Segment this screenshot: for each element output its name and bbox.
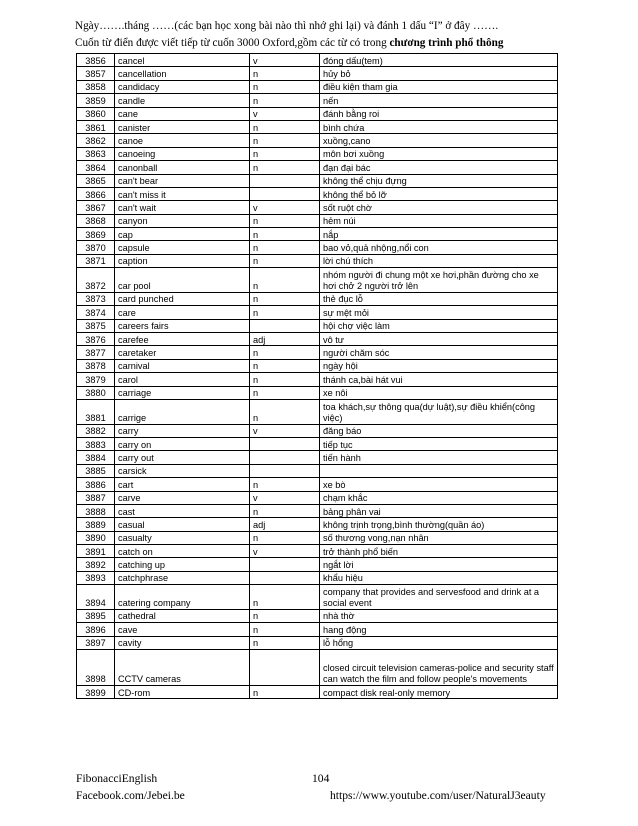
footer-facebook-link[interactable]: Facebook.com/Jebei.be xyxy=(76,789,185,802)
meaning-cell: toa khách,sự thông qua(dự luật),sự điều khiển(công việc) xyxy=(320,399,558,424)
table-row xyxy=(77,359,558,372)
table-row xyxy=(77,686,558,699)
word-cell: canoeing xyxy=(115,147,250,160)
word-cell: CD-rom xyxy=(115,686,250,699)
part-of-speech-cell: n xyxy=(250,67,320,80)
part-of-speech-cell: v xyxy=(250,491,320,504)
meaning-cell: hẻm núi xyxy=(320,214,558,227)
meaning-cell: tiến hành xyxy=(320,451,558,464)
meaning-cell: nến xyxy=(320,94,558,107)
meaning-cell: điều kiện tham gia xyxy=(320,80,558,93)
word-cell: canoe xyxy=(115,134,250,147)
table-row xyxy=(77,67,558,80)
meaning-cell: xe nôi xyxy=(320,386,558,399)
part-of-speech-cell: adj xyxy=(250,333,320,346)
meaning-cell: company that provides and servesfood and drink at a social event xyxy=(320,585,558,610)
meaning-cell: thánh ca,bài hát vui xyxy=(320,373,558,386)
row-number-cell: 3859 xyxy=(77,94,115,107)
row-number-cell: 3872 xyxy=(77,268,115,293)
word-cell: can't miss it xyxy=(115,187,250,200)
meaning-cell: nhà thờ xyxy=(320,609,558,622)
table-row xyxy=(77,478,558,491)
row-number-cell: 3890 xyxy=(77,531,115,544)
word-cell: casualty xyxy=(115,531,250,544)
word-cell: caption xyxy=(115,254,250,267)
meaning-cell: lời chú thích xyxy=(320,254,558,267)
meaning-cell: chạm khắc xyxy=(320,491,558,504)
word-cell: care xyxy=(115,306,250,319)
part-of-speech-cell: v xyxy=(250,424,320,437)
table-row xyxy=(77,268,558,293)
meaning-cell: trở thành phổ biến xyxy=(320,545,558,558)
table-row xyxy=(77,134,558,147)
word-cell: carry out xyxy=(115,451,250,464)
table-row xyxy=(77,623,558,636)
part-of-speech-cell xyxy=(250,558,320,571)
table-row xyxy=(77,373,558,386)
part-of-speech-cell: n xyxy=(250,609,320,622)
meaning-cell: vô tư xyxy=(320,333,558,346)
vocabulary-table xyxy=(76,53,558,699)
meaning-cell: bảng phân vai xyxy=(320,504,558,517)
part-of-speech-cell xyxy=(250,451,320,464)
part-of-speech-cell xyxy=(250,464,320,477)
word-cell: caretaker xyxy=(115,346,250,359)
part-of-speech-cell: n xyxy=(250,636,320,649)
table-row xyxy=(77,161,558,174)
row-number-cell: 3876 xyxy=(77,333,115,346)
meaning-cell: lỗ hổng xyxy=(320,636,558,649)
part-of-speech-cell: n xyxy=(250,241,320,254)
part-of-speech-cell: n xyxy=(250,147,320,160)
table-row xyxy=(77,531,558,544)
word-cell: catching up xyxy=(115,558,250,571)
meaning-cell: đánh bằng roi xyxy=(320,107,558,120)
meaning-cell xyxy=(320,464,558,477)
row-number-cell: 3889 xyxy=(77,518,115,531)
part-of-speech-cell: n xyxy=(250,478,320,491)
part-of-speech-cell: n xyxy=(250,292,320,305)
part-of-speech-cell: n xyxy=(250,386,320,399)
meaning-cell: môn bơi xuồng xyxy=(320,147,558,160)
table-row xyxy=(77,147,558,160)
word-cell: carriage xyxy=(115,386,250,399)
row-number-cell: 3867 xyxy=(77,201,115,214)
meaning-cell: sự mệt mỏi xyxy=(320,306,558,319)
table-row xyxy=(77,306,558,319)
part-of-speech-cell: n xyxy=(250,254,320,267)
table-row xyxy=(77,174,558,187)
row-number-cell: 3881 xyxy=(77,399,115,424)
part-of-speech-cell: n xyxy=(250,531,320,544)
word-cell: candidacy xyxy=(115,80,250,93)
part-of-speech-cell: n xyxy=(250,214,320,227)
part-of-speech-cell: n xyxy=(250,399,320,424)
table-row xyxy=(77,120,558,133)
meaning-cell: đăng báo xyxy=(320,424,558,437)
word-cell: cancel xyxy=(115,54,250,67)
meaning-cell: không thể bỏ lỡ xyxy=(320,187,558,200)
table-row xyxy=(77,464,558,477)
meaning-cell: xuồng,cano xyxy=(320,134,558,147)
word-cell: carry on xyxy=(115,437,250,450)
row-number-cell: 3865 xyxy=(77,174,115,187)
table-row xyxy=(77,571,558,584)
word-cell: card punched xyxy=(115,292,250,305)
meaning-cell: khẩu hiệu xyxy=(320,571,558,584)
row-number-cell: 3894 xyxy=(77,585,115,610)
part-of-speech-cell: v xyxy=(250,107,320,120)
table-row xyxy=(77,399,558,424)
part-of-speech-cell xyxy=(250,319,320,332)
word-cell: carol xyxy=(115,373,250,386)
row-number-cell: 3862 xyxy=(77,134,115,147)
row-number-cell: 3877 xyxy=(77,346,115,359)
word-cell: catch on xyxy=(115,545,250,558)
word-cell: cane xyxy=(115,107,250,120)
row-number-cell: 3870 xyxy=(77,241,115,254)
part-of-speech-cell: v xyxy=(250,201,320,214)
part-of-speech-cell xyxy=(250,650,320,686)
word-cell: carrige xyxy=(115,399,250,424)
table-row xyxy=(77,558,558,571)
row-number-cell: 3861 xyxy=(77,120,115,133)
row-number-cell: 3866 xyxy=(77,187,115,200)
word-cell: carsick xyxy=(115,464,250,477)
meaning-cell: ngắt lời xyxy=(320,558,558,571)
meaning-cell: xe bò xyxy=(320,478,558,491)
row-number-cell: 3883 xyxy=(77,437,115,450)
part-of-speech-cell: n xyxy=(250,373,320,386)
word-cell: capsule xyxy=(115,241,250,254)
table-row xyxy=(77,386,558,399)
part-of-speech-cell: n xyxy=(250,585,320,610)
word-cell: catering company xyxy=(115,585,250,610)
row-number-cell: 3869 xyxy=(77,228,115,241)
word-cell: cathedral xyxy=(115,609,250,622)
row-number-cell: 3875 xyxy=(77,319,115,332)
row-number-cell: 3899 xyxy=(77,686,115,699)
row-number-cell: 3863 xyxy=(77,147,115,160)
row-number-cell: 3858 xyxy=(77,80,115,93)
part-of-speech-cell xyxy=(250,187,320,200)
word-cell: canyon xyxy=(115,214,250,227)
part-of-speech-cell xyxy=(250,437,320,450)
word-cell: carnival xyxy=(115,359,250,372)
row-number-cell: 3892 xyxy=(77,558,115,571)
table-row xyxy=(77,504,558,517)
part-of-speech-cell xyxy=(250,174,320,187)
row-number-cell: 3886 xyxy=(77,478,115,491)
part-of-speech-cell: v xyxy=(250,54,320,67)
header-description xyxy=(75,37,575,49)
row-number-cell: 3891 xyxy=(77,545,115,558)
page-number: 104 xyxy=(312,772,330,785)
table-row xyxy=(77,292,558,305)
table-row xyxy=(77,636,558,649)
word-cell: canonball xyxy=(115,161,250,174)
row-number-cell: 3896 xyxy=(77,623,115,636)
meaning-cell: thẻ đục lỗ xyxy=(320,292,558,305)
row-number-cell: 3868 xyxy=(77,214,115,227)
table-row xyxy=(77,650,558,686)
table-row xyxy=(77,545,558,558)
table-row xyxy=(77,609,558,622)
meaning-cell: tiếp tục xyxy=(320,437,558,450)
table-row xyxy=(77,214,558,227)
row-number-cell: 3898 xyxy=(77,650,115,686)
row-number-cell: 3893 xyxy=(77,571,115,584)
part-of-speech-cell: n xyxy=(250,623,320,636)
table-row xyxy=(77,94,558,107)
word-cell: can't wait xyxy=(115,201,250,214)
word-cell: cavity xyxy=(115,636,250,649)
meaning-cell: closed circuit television cameras-police and security staff can watch the film and follow people's movements xyxy=(320,650,558,686)
meaning-cell: hủy bỏ xyxy=(320,67,558,80)
word-cell: cave xyxy=(115,623,250,636)
table-row xyxy=(77,187,558,200)
table-row xyxy=(77,437,558,450)
meaning-cell: bình chứa xyxy=(320,120,558,133)
meaning-cell: bao vỏ,quả nhộng,nổi con xyxy=(320,241,558,254)
part-of-speech-cell: n xyxy=(250,120,320,133)
table-row xyxy=(77,424,558,437)
meaning-cell: đóng dấu(tem) xyxy=(320,54,558,67)
header-description-text: Cuốn từ điển được viết tiếp từ cuốn 3000 Oxford,gồm các từ có trong xyxy=(75,37,390,49)
word-cell: candle xyxy=(115,94,250,107)
word-cell: CCTV cameras xyxy=(115,650,250,686)
footer-youtube-link[interactable]: https://www.youtube.com/user/NaturalJ3eauty xyxy=(330,789,546,802)
header-instruction: Ngày…….tháng ……(các bạn học xong bài nào thì nhớ ghi lại) và đánh 1 dấu “I” ở đây ……. xyxy=(75,20,499,32)
row-number-cell: 3860 xyxy=(77,107,115,120)
row-number-cell: 3880 xyxy=(77,386,115,399)
meaning-cell: hội chợ việc làm xyxy=(320,319,558,332)
word-cell: carve xyxy=(115,491,250,504)
part-of-speech-cell: n xyxy=(250,686,320,699)
meaning-cell: hang động xyxy=(320,623,558,636)
vocabulary-table-body xyxy=(77,54,558,699)
table-row xyxy=(77,80,558,93)
part-of-speech-cell: v xyxy=(250,545,320,558)
word-cell: cast xyxy=(115,504,250,517)
row-number-cell: 3857 xyxy=(77,67,115,80)
row-number-cell: 3878 xyxy=(77,359,115,372)
table-row xyxy=(77,228,558,241)
part-of-speech-cell: n xyxy=(250,94,320,107)
part-of-speech-cell xyxy=(250,571,320,584)
part-of-speech-cell: n xyxy=(250,80,320,93)
word-cell: can't bear xyxy=(115,174,250,187)
table-row xyxy=(77,491,558,504)
meaning-cell: nhóm người đi chung một xe hơi,phần đường cho xe hơi chở 2 người trở lên xyxy=(320,268,558,293)
part-of-speech-cell: n xyxy=(250,134,320,147)
table-row xyxy=(77,54,558,67)
row-number-cell: 3864 xyxy=(77,161,115,174)
table-row xyxy=(77,451,558,464)
part-of-speech-cell: n xyxy=(250,346,320,359)
row-number-cell: 3887 xyxy=(77,491,115,504)
table-row xyxy=(77,254,558,267)
part-of-speech-cell: n xyxy=(250,161,320,174)
meaning-cell: compact disk real-only memory xyxy=(320,686,558,699)
word-cell: cancellation xyxy=(115,67,250,80)
part-of-speech-cell: n xyxy=(250,228,320,241)
table-row xyxy=(77,333,558,346)
meaning-cell: đạn đại bác xyxy=(320,161,558,174)
table-row xyxy=(77,319,558,332)
row-number-cell: 3885 xyxy=(77,464,115,477)
row-number-cell: 3879 xyxy=(77,373,115,386)
row-number-cell: 3874 xyxy=(77,306,115,319)
word-cell: car pool xyxy=(115,268,250,293)
row-number-cell: 3897 xyxy=(77,636,115,649)
word-cell: casual xyxy=(115,518,250,531)
word-cell: cap xyxy=(115,228,250,241)
part-of-speech-cell: n xyxy=(250,504,320,517)
row-number-cell: 3882 xyxy=(77,424,115,437)
table-row xyxy=(77,107,558,120)
meaning-cell: người chăm sóc xyxy=(320,346,558,359)
word-cell: careers fairs xyxy=(115,319,250,332)
table-row xyxy=(77,201,558,214)
row-number-cell: 3888 xyxy=(77,504,115,517)
footer-brand: FibonacciEnglish xyxy=(76,772,158,785)
meaning-cell: nắp xyxy=(320,228,558,241)
row-number-cell: 3884 xyxy=(77,451,115,464)
row-number-cell: 3873 xyxy=(77,292,115,305)
row-number-cell: 3871 xyxy=(77,254,115,267)
table-row xyxy=(77,346,558,359)
meaning-cell: không thể chịu đựng xyxy=(320,174,558,187)
word-cell: canister xyxy=(115,120,250,133)
header-program-name: chương trình phổ thông xyxy=(389,37,504,49)
meaning-cell: không trịnh trọng,bình thường(quần áo) xyxy=(320,518,558,531)
word-cell: carefee xyxy=(115,333,250,346)
table-row xyxy=(77,241,558,254)
meaning-cell: số thương vong,nạn nhân xyxy=(320,531,558,544)
part-of-speech-cell: adj xyxy=(250,518,320,531)
table-row xyxy=(77,585,558,610)
row-number-cell: 3856 xyxy=(77,54,115,67)
word-cell: catchphrase xyxy=(115,571,250,584)
word-cell: carry xyxy=(115,424,250,437)
part-of-speech-cell: n xyxy=(250,306,320,319)
table-row xyxy=(77,518,558,531)
part-of-speech-cell: n xyxy=(250,359,320,372)
row-number-cell: 3895 xyxy=(77,609,115,622)
meaning-cell: ngày hội xyxy=(320,359,558,372)
word-cell: cart xyxy=(115,478,250,491)
part-of-speech-cell: n xyxy=(250,268,320,293)
meaning-cell: sốt ruột chờ xyxy=(320,201,558,214)
